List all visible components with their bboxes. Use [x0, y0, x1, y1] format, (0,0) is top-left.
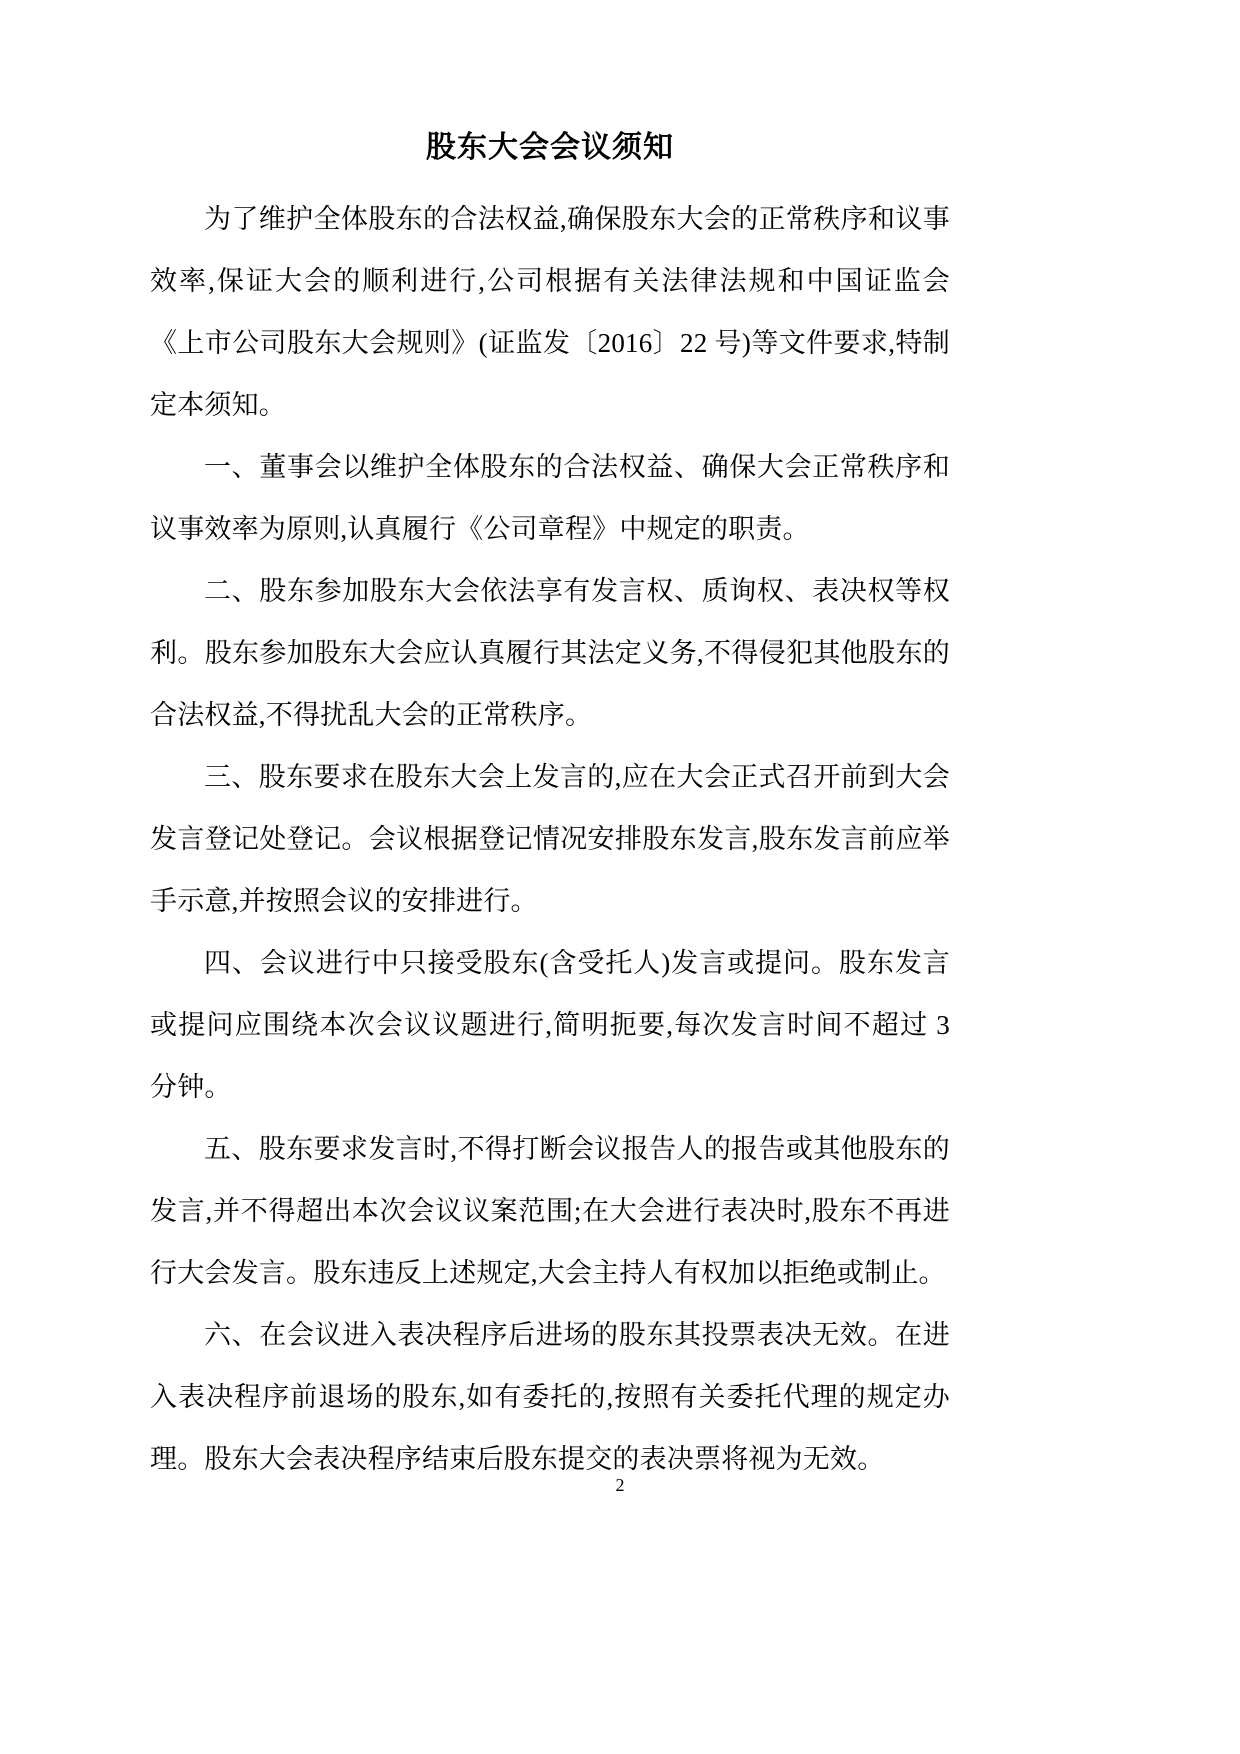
paragraph-item-3: 三、股东要求在股东大会上发言的,应在大会正式召开前到大会发言登记处登记。会议根据登记情况安排股东发言,股东发言前应举手示意,并按照会议的安排进行。 [150, 762, 950, 916]
paragraph-item-5: 五、股东要求发言时,不得打断会议报告人的报告或其他股东的发言,并不得超出本次会议议案范围;在大会进行表决时,股东不再进行大会发言。股东违反上述规定,大会主持人有权加以拒绝或制止。 [150, 1134, 950, 1288]
document-body [150, 125, 950, 1490]
paragraph-item-1: 一、董事会以维护全体股东的合法权益、确保大会正常秩序和议事效率为原则,认真履行《公司章程》中规定的职责。 [150, 452, 950, 544]
paragraph-item-2: 二、股东参加股东大会依法享有发言权、质询权、表决权等权利。股东参加股东大会应认真履行其法定义务,不得侵犯其他股东的合法权益,不得扰乱大会的正常秩序。 [150, 576, 950, 730]
paragraph-intro: 为了维护全体股东的合法权益,确保股东大会的正常秩序和议事效率,保证大会的顺利进行,公司根据有关法律法规和中国证监会《上市公司股东大会规则》(证监发〔2016〕22 号)等文件要求,特制定本须知。 [150, 204, 950, 420]
page-title: 股东大会会议须知 [426, 131, 674, 164]
paragraph-item-4: 四、会议进行中只接受股东(含受托人)发言或提问。股东发言或提问应围绕本次会议议题进行,简明扼要,每次发言时间不超过 3 分钟。 [150, 948, 950, 1102]
paragraph-item-6: 六、在会议进入表决程序后进场的股东其投票表决无效。在进入表决程序前退场的股东,如有委托的,按照有关委托代理的规定办理。股东大会表决程序结束后股东提交的表决票将视为无效。 [150, 1320, 950, 1474]
page-number: 2 [615, 1475, 625, 1495]
